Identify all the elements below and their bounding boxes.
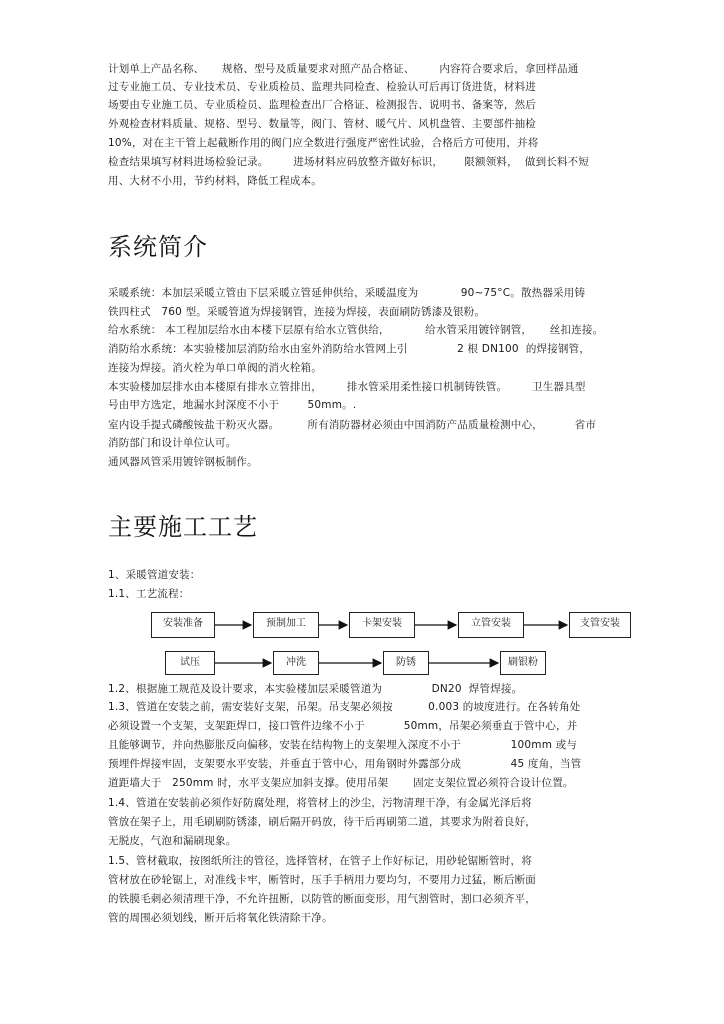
subsection-heading: 1.1、工艺流程： — [108, 588, 190, 600]
system-intro-line: 消防给水系统：本实验楼加层消防给水由室外消防给水管网上引 2 根 DN100 的焊接钢管， — [108, 343, 591, 355]
intro-line: 场要由专业施工员、专业质检员、监理检查出厂合格证、检测报告、说明书、备案等，然后 — [108, 99, 536, 111]
flow-step-bracket-install: 卡架安装 — [349, 612, 415, 638]
intro-line: 过专业施工员、专业技术员、专业质检员、监理共同检查、检验认可后再订货进货，材料进 — [108, 81, 536, 93]
process-line: 必须设置一个支架，支架距焊口，接口管件边缘不小于 50mm，吊架必须垂直于管中心，并 — [108, 720, 578, 732]
section-heading-construction-process: 主要施工工艺 — [108, 513, 258, 541]
intro-line: 外观检查材料质量、规格、型号、数量等，阀门、管材、暖气片、风机盘管、主要部件抽检 — [108, 118, 536, 130]
process-line: 管放在架子上，用毛刷刷防锈漆，刷后隔开码放，待干后再刷第二道，其要求为附着良好， — [108, 816, 536, 828]
system-intro-line: 铁四柱式 760 型。采暖管道为焊接钢管，连接为焊接，表面刷防锈漆及银粉。 — [108, 306, 486, 318]
process-line: 1.5、管材截取，按图纸所注的管径，选择管材，在管子上作好标记，用砂轮锯断管时，将 — [108, 855, 532, 867]
system-intro-line: 连接为焊接。消火栓为单口单阀的消火栓箱。 — [108, 362, 322, 374]
process-line: 1.3、管道在安装之前，需安装好支架，吊架。吊支架必须按 0.003 的坡度进行。在各转角处 — [108, 701, 581, 713]
system-intro-line: 室内设手提式磷酸铵盐干粉灭火器。 所有消防器材必须由中国消防产品质量检测中心， 省市 — [108, 419, 597, 431]
intro-line: 用、大材不小用，节约材料，降低工程成本。 — [108, 175, 322, 187]
system-intro-line: 通风器风管采用镀锌钢板制作。 — [108, 456, 258, 468]
flow-step-rustproof: 防锈 — [383, 651, 429, 675]
flow-step-pressure-test: 试压 — [165, 651, 215, 675]
flow-step-flush: 冲洗 — [273, 651, 319, 675]
system-intro-line: 号由甲方选定，地漏水封深度不小于 50mm。. — [108, 399, 357, 411]
process-line: 的铁膜毛刺必须清理干净，不允许扭断，以防管的断面变形，用气割管时，割口必须齐平， — [108, 893, 536, 905]
system-intro-line: 消防部门和设计单位认可。 — [108, 437, 237, 449]
process-line: 管材放在砂轮锯上，对准线卡牢，断管时，压手手柄用力要均匀，不要用力过猛，断后断面 — [108, 874, 536, 886]
flow-step-riser-install: 立管安装 — [458, 612, 524, 638]
flow-step-branch-install: 支管安装 — [569, 612, 631, 638]
flow-step-silver-paint: 刷银粉 — [500, 651, 546, 675]
flow-step-prefab: 预制加工 — [253, 612, 319, 638]
process-line: 预埋件焊接牢固，支架要水平安装，并垂直于管中心，用角钢时外露部分成 45 度角，当管 — [108, 758, 582, 770]
process-line: 且能够调节，并向热膨胀反向偏移，安装在结构物上的支架埋入深度不小于 100mm 或与 — [108, 739, 578, 751]
process-line: 1.2、根据施工规范及设计要求，本实验楼加层采暖管道为 DN20 焊管焊接。 — [108, 683, 523, 695]
intro-line: 检查结果填写材料进场检验记录。 进场材料应码放整齐做好标识， 限额领料， 做到长料不短 — [108, 156, 590, 168]
system-intro-line: 本实验楼加层排水由本楼原有排水立管排出， 排水管采用柔性接口机制铸铁管。 卫生器具型 — [108, 381, 586, 393]
system-intro-line: 给水系统： 本工程加层给水由本楼下层原有给水立管供给， 给水管采用镀锌钢管， 丝扣连接。 — [108, 324, 604, 336]
process-line: 道距墙大于 250mm 时，水平支架应加斜支撑。使用吊架 固定支架位置必须符合设计位置。 — [108, 777, 574, 789]
section-heading-system-intro: 系统简介 — [108, 233, 208, 261]
process-line: 1.4、管道在安装前必须作好防腐处理，将管材上的沙尘，污物清理干净，有金属光泽后将 — [108, 797, 532, 809]
process-line: 无脱皮，气泡和漏刷现象。 — [108, 835, 237, 847]
subsection-heading: 1、采暖管道安装： — [108, 569, 201, 581]
intro-line: 10%，对在主干管上起截断作用的阀门应全数进行强度严密性试验，合格后方可使用，并将 — [108, 137, 539, 149]
flow-step-install-prep: 安装准备 — [151, 612, 215, 638]
intro-line: 计划单上产品名称、 规格、型号及质量要求对照产品合格证、 内容符合要求后，拿回样品通 — [108, 63, 579, 75]
process-line: 管的周围必须划线，断开后将氧化铁清除干净。 — [108, 912, 333, 924]
system-intro-line: 采暖系统：本加层采暖立管由下层采暖立管延伸供给，采暖温度为 90~75°C。散热器采用铸 — [108, 287, 586, 299]
